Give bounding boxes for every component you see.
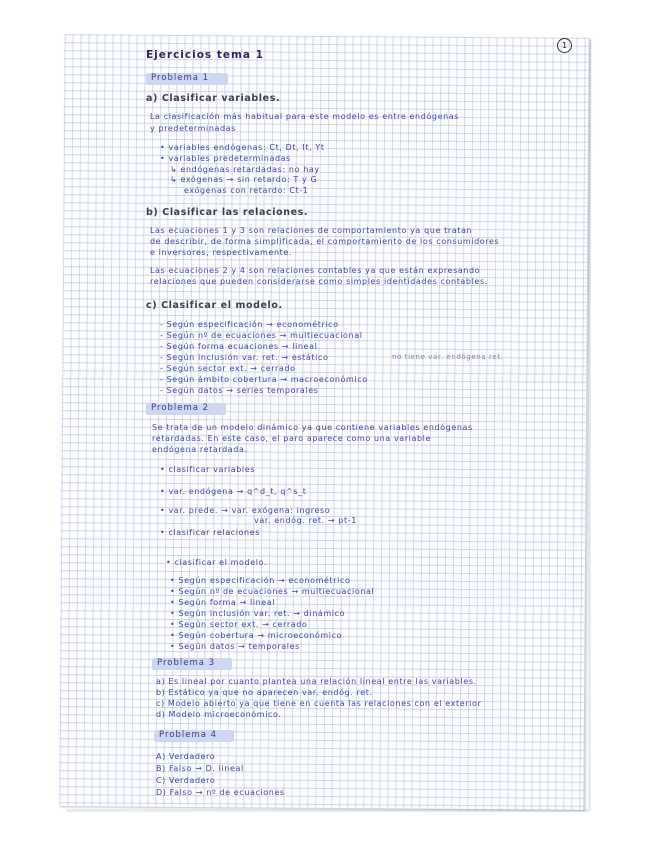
paper-stack-edge-bottom xyxy=(66,809,590,812)
list-item: • clasificar relaciones xyxy=(160,528,260,537)
p4-answer: C) Verdadero xyxy=(156,776,216,785)
problem-2-header xyxy=(146,403,226,415)
p1-text: La clasificación más habitual para este modelo es entre endógenas xyxy=(150,112,460,121)
list-item: ↳ exógenas → sin retardo: T y G xyxy=(170,175,318,184)
list-item: • Según cobertura → microeconómico xyxy=(170,631,343,640)
p4-answer: A) Verdadero xyxy=(156,752,216,761)
list-item: • variables predeterminadas xyxy=(160,154,291,163)
section-c-heading: c) Clasificar el modelo. xyxy=(146,300,283,311)
list-item: - Según datos → series temporales xyxy=(160,386,319,395)
list-heading: • clasificar el modelo. xyxy=(166,558,268,567)
list-item: • Según inclusión var. ret. → dinámico xyxy=(170,609,346,618)
margin-note: no tiene var. endógena ret. xyxy=(392,353,504,361)
list-item: • Según nº de ecuaciones → multiecuacional xyxy=(170,587,375,596)
list-item: • var. endógena → q^d_t, q^s_t xyxy=(160,487,307,496)
list-item: • var. prede. → var. exógena: ingreso xyxy=(160,506,331,515)
list-item: - Según nº de ecuaciones → multiecuacional xyxy=(160,331,363,340)
list-item: - Según ámbito cobertura → macroeconómico xyxy=(160,375,368,384)
p1-text: Las ecuaciones 1 y 3 son relaciones de comportamiento ya que tratan xyxy=(150,226,473,235)
list-item: • variables endógenas: Ct, Dt, It, Yt xyxy=(160,143,325,152)
section-a-heading: a) Clasificar variables. xyxy=(146,93,281,104)
list-item: exógenas con retardo: Ct-1 xyxy=(184,186,309,195)
problem-3-label: Problema 3 xyxy=(157,658,216,668)
list-item: • clasificar variables xyxy=(160,465,255,474)
p2-text: endógena retardada. xyxy=(152,445,248,454)
p3-answer: c) Modelo abierto ya que tiene en cuenta las relaciones con el exterior xyxy=(156,699,482,708)
page-title: Ejercicios tema 1 xyxy=(146,49,264,61)
list-item: • Según datos → temporales xyxy=(170,642,300,651)
p1-text: e inversores, respectivamente. xyxy=(150,248,293,257)
list-item: ↳ endógenas retardadas: no hay xyxy=(170,165,320,174)
list-item: • Según especificación → econométrico xyxy=(170,576,351,585)
problem-3-header xyxy=(152,658,232,670)
p1-text: Las ecuaciones 2 y 4 son relaciones contables ya que están expresando xyxy=(150,266,481,275)
problem-1-header xyxy=(146,73,228,85)
list-item: - Según forma ecuaciones → lineal xyxy=(160,342,318,351)
p2-text: Se trata de un modelo dinámico ya que contiene variables endógenas xyxy=(152,423,473,432)
p1-text: relaciones que pueden considerarse como simples identidades contables. xyxy=(150,277,488,286)
p3-answer: a) Es lineal por cuanto plantea una relación lineal entre las variables. xyxy=(156,677,477,686)
problem-2-label: Problema 2 xyxy=(151,403,210,413)
list-item: • Según forma → lineal xyxy=(170,598,276,607)
list-item: • Según sector ext. → cerrado xyxy=(170,620,308,629)
list-item: - Según sector ext. → cerrado xyxy=(160,364,296,373)
list-item: var. endóg. ret. → pt-1 xyxy=(254,516,357,525)
p3-answer: d) Modelo microeconómico. xyxy=(156,710,282,719)
problem-1-label: Problema 1 xyxy=(151,73,210,83)
list-item: - Según inclusión var. ret. → estático xyxy=(160,353,329,362)
problem-4-label: Problema 4 xyxy=(159,730,218,740)
p1-text: de describir, de forma simplificada, el comportamiento de los consumidores xyxy=(150,237,500,246)
p2-text: retardadas. En este caso, el paro aparece como una variable xyxy=(152,434,432,443)
p1-text: y predeterminadas xyxy=(150,124,236,133)
page-number: 1 xyxy=(557,38,572,53)
section-b-heading: b) Clasificar las relaciones. xyxy=(146,207,309,218)
problem-4-header xyxy=(154,730,234,742)
p4-answer: B) Falso → D. lineal xyxy=(156,764,244,773)
p4-answer: D) Falso → nº de ecuaciones xyxy=(156,788,285,797)
p3-answer: b) Estático ya que no aparecen var. endóg. ret. xyxy=(156,688,373,697)
list-item: - Según especificación → econométrico xyxy=(160,320,339,329)
